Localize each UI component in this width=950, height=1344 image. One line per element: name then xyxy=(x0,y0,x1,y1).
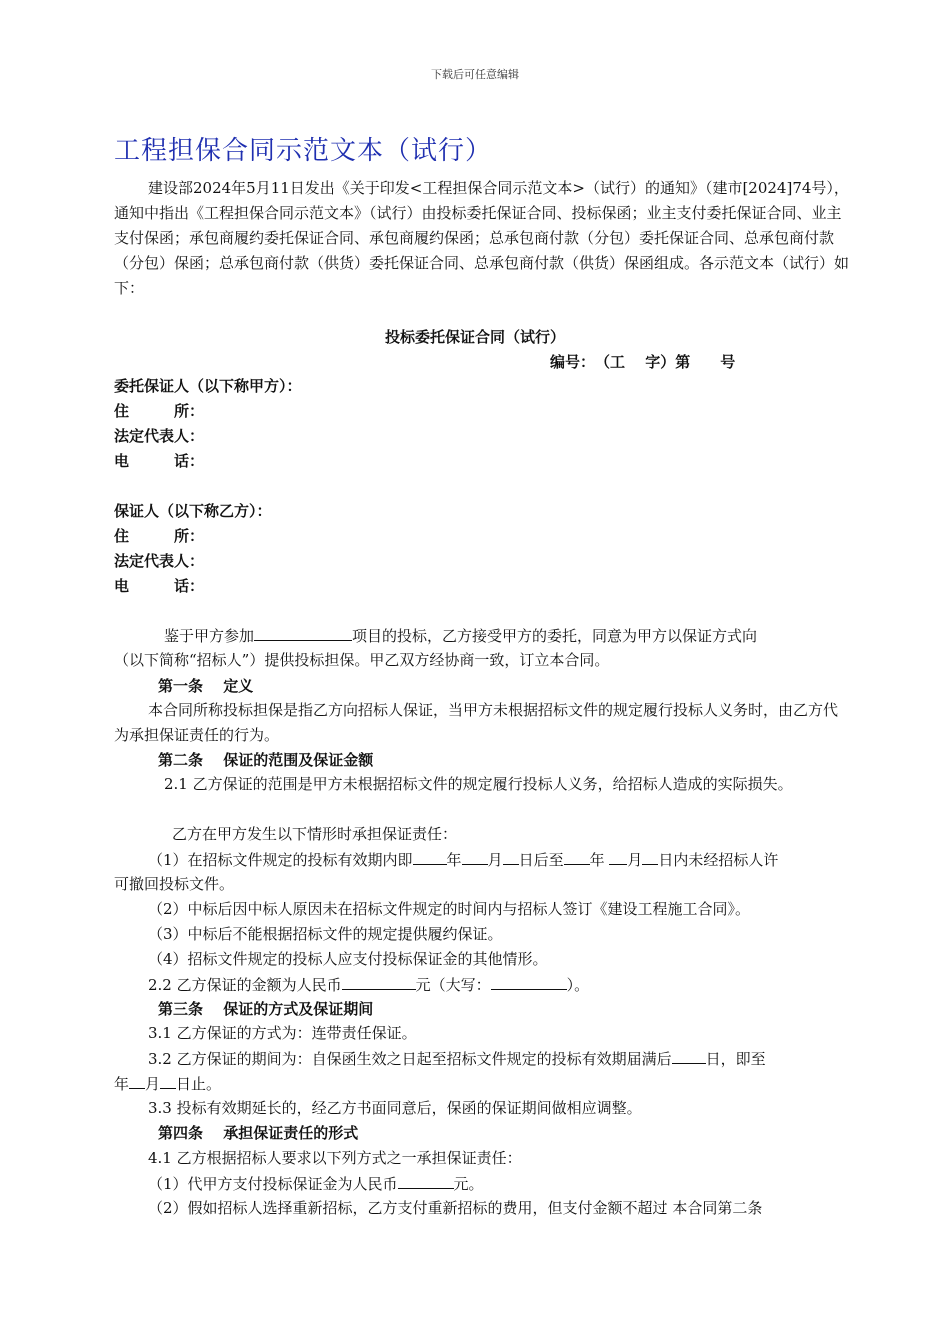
contract-title: 投标委托保证合同（试行） xyxy=(384,328,565,346)
item-1-year: 年 xyxy=(446,851,462,869)
month-blank-2 xyxy=(609,847,627,865)
party-b-label: 保证人（以下称乙方）： xyxy=(114,502,272,520)
party-a-rep: 法定代表人： xyxy=(114,427,205,445)
period-month: 月 xyxy=(145,1075,161,1093)
amount-blank xyxy=(342,972,416,990)
period-year: 年 xyxy=(114,1075,130,1093)
item-1-day-to: 日后至 xyxy=(518,851,564,869)
deposit-blank xyxy=(398,1171,454,1189)
amount-text-a: 2.2 乙方保证的金额为人民币 xyxy=(148,976,342,994)
period-text-a: 3.2 乙方保证的期间为：自保函生效之日起至招标文件规定的投标有效期届满后 xyxy=(148,1050,672,1068)
period-text-b: 日，即至 xyxy=(705,1050,766,1068)
deposit-text-b: 元。 xyxy=(453,1175,484,1193)
article-3-2-line-1 xyxy=(148,1046,766,1072)
party-b-address: 住 所： xyxy=(114,527,205,545)
item-1-month-2: 月 xyxy=(627,851,643,869)
article-3-2-line-2 xyxy=(114,1071,221,1097)
article-2-item-4: （4）招标文件规定的投标人应支付投标保证金的其他情形。 xyxy=(148,950,548,968)
item-1-year-2: 年 xyxy=(589,851,605,869)
preamble-text-a: 鉴于甲方参加 xyxy=(164,627,255,645)
article-2-liability: 乙方在甲方发生以下情形时承担保证责任： xyxy=(172,825,458,843)
article-1-text: 本合同所称投标担保是指乙方向招标人保证，当甲方未根据招标文件的规定履行投标人义务时，由乙方代为承担保证责任的行为。 xyxy=(114,701,839,744)
article-2-item-3: （3）中标后不能根据招标文件的规定提供履约保证。 xyxy=(148,925,503,943)
article-4-item-2: （2）假如招标人选择重新招标，乙方支付重新招标的费用，但支付金额不超过 本合同第二条 xyxy=(148,1199,763,1217)
day-blank-2 xyxy=(642,847,658,865)
year-blank-2 xyxy=(564,847,590,865)
amount-text-b: 元（大写： xyxy=(415,976,491,994)
period-day-blank xyxy=(160,1071,176,1089)
document-title: 工程担保合同示范文本（试行） xyxy=(114,136,493,166)
deposit-text-a: （1）代甲方支付投标保证金为人民币 xyxy=(148,1175,398,1193)
party-b-rep: 法定代表人： xyxy=(114,552,205,570)
period-day: 日止。 xyxy=(176,1075,222,1093)
days-blank xyxy=(672,1046,706,1064)
project-blank xyxy=(254,623,352,641)
amount-text-c: ）。 xyxy=(566,976,590,994)
article-2-title: 第二条 保证的范围及保证金额 xyxy=(158,751,374,769)
article-3-title: 第三条 保证的方式及保证期间 xyxy=(158,1000,374,1018)
item-1-text-g: 日内未经招标人许 xyxy=(658,851,779,869)
intro-paragraph: 建设部2024年5月11日发出《关于印发<工程担保合同示范文本>（试行）的通知》（建市[2024]74号），通知中指出《工程担保合同示范文本》（试行）由投标委托保证合同、投标保函；业主支付委托保证合同、业主支付保函；承包商履约委托保证合同、承包商履约保函；总承包商付款（分包）委托保证合同、总承包商付款（分包）保函；总承包商付款（供货）委托保证合同、总承包商付款（供货）保函组成。各示范文本（试行）如下： xyxy=(114,179,850,297)
year-blank xyxy=(413,847,447,865)
article-1-title: 第一条 定义 xyxy=(158,677,254,695)
article-2-1-text: 2.1 乙方保证的范围是甲方未根据招标文件的规定履行投标人义务，给招标人造成的实际损失。 xyxy=(164,775,793,793)
party-a-address: 住 所： xyxy=(114,402,205,420)
contract-number-line: 编号： （工 字）第 号 xyxy=(550,353,736,371)
period-month-blank xyxy=(129,1071,145,1089)
article-4-1: 4.1 乙方根据招标人要求以下列方式之一承担保证责任： xyxy=(148,1149,522,1167)
item-1-text-a: （1）在招标文件规定的投标有效期内即 xyxy=(148,851,413,869)
article-4-title: 第四条 承担保证责任的形式 xyxy=(158,1124,359,1142)
party-a-phone: 电 话： xyxy=(114,452,205,470)
party-b-phone: 电 话： xyxy=(114,577,205,595)
preamble-line-1 xyxy=(164,623,757,649)
preamble-text-b: 项目的投标，乙方接受甲方的委托，同意为甲方以保证方式向 xyxy=(352,627,758,645)
article-3-3: 3.3 投标有效期延长的，经乙方书面同意后，保函的保证期间做相应调整。 xyxy=(148,1099,642,1117)
article-3-1: 3.1 乙方保证的方式为：连带责任保证。 xyxy=(148,1024,417,1042)
item-1-month: 月 xyxy=(487,851,503,869)
article-2-item-1-line-1 xyxy=(148,847,778,873)
month-blank xyxy=(462,847,488,865)
header-note: 下载后可任意编辑 xyxy=(431,68,519,81)
day-blank xyxy=(503,847,519,865)
article-2-item-2: （2）中标后因中标人原因未在招标文件规定的时间内与招标人签订《建设工程施工合同》。 xyxy=(148,900,751,918)
party-a-label: 委托保证人（以下称甲方）： xyxy=(114,377,302,395)
preamble-line-2: （以下简称“招标人”）提供投标担保。甲乙双方经协商一致，订立本合同。 xyxy=(114,651,610,669)
article-4-item-1 xyxy=(148,1171,484,1197)
article-2-item-1-line-2: 可撤回投标文件。 xyxy=(114,875,235,893)
article-2-2 xyxy=(148,972,589,998)
amount-words-blank xyxy=(491,972,567,990)
